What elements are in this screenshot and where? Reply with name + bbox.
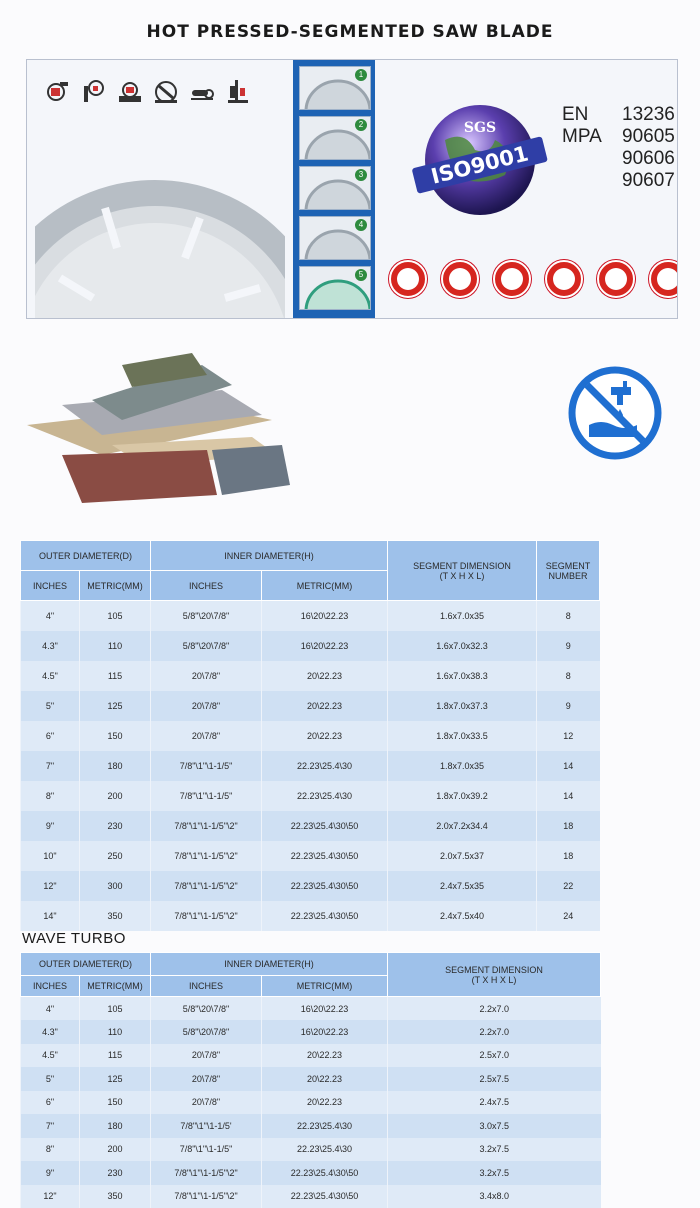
- blade-variant-1: [299, 66, 371, 110]
- table-cell: 1.8x7.0x33.5: [388, 721, 537, 751]
- table-cell: 20\22.23: [262, 721, 388, 751]
- spec-table-wave-turbo: [20, 952, 601, 1208]
- globe-band-text: ISO9001: [429, 141, 531, 188]
- gloves-icon: [597, 260, 635, 298]
- wall-chaser-icon: [45, 78, 71, 104]
- table-cell: 20\22.23: [262, 1091, 388, 1115]
- table-cell: 2.5x7.0: [388, 1044, 601, 1068]
- table-cell: 7": [21, 751, 80, 781]
- table-cell: 125: [80, 1067, 151, 1091]
- header-line: SEGMENT: [537, 561, 599, 571]
- table-cell: 125: [80, 691, 151, 721]
- table-row: [21, 1138, 601, 1162]
- mpa-value: 90607: [622, 170, 675, 192]
- product-panel: [26, 59, 678, 319]
- variant-number: 1: [355, 69, 367, 81]
- table-cell: 110: [80, 1020, 151, 1044]
- table-cell: 8": [21, 1138, 80, 1162]
- header-inner-diameter: INNER DIAMETER(H): [151, 541, 388, 571]
- table-row: [21, 631, 600, 661]
- table-cell: 230: [80, 1161, 151, 1185]
- core-drill-icon: [225, 78, 251, 104]
- table-cell: 20\7/8": [151, 1067, 262, 1091]
- header-segment-dimension: [388, 541, 537, 601]
- table-cell: 7/8"\1"\1-1/5"\2": [151, 871, 262, 901]
- variant-number: 2: [355, 119, 367, 131]
- table-cell: 2.5x7.5: [388, 1067, 601, 1091]
- table-cell: 5/8"\20\7/8": [151, 601, 262, 631]
- table-cell: 250: [80, 841, 151, 871]
- table-cell: 22.23\25.4\30\50: [262, 841, 388, 871]
- table-cell: 16\20\22.23: [262, 1020, 388, 1044]
- table-cell: 22.23\25.4\30: [262, 751, 388, 781]
- table-cell: 20\7/8": [151, 1044, 262, 1068]
- table-cell: 1.8x7.0x37.3: [388, 691, 537, 721]
- table-cell: 3.2x7.5: [388, 1161, 601, 1185]
- table-cell: 22.23\25.4\30\50: [262, 1161, 388, 1185]
- table-cell: 20\22.23: [262, 661, 388, 691]
- table-row: [21, 901, 600, 931]
- sgs-iso-globe-icon: [405, 100, 555, 220]
- table-row: [21, 691, 600, 721]
- table-cell: 180: [80, 751, 151, 781]
- saw-blade-image: [35, 178, 285, 319]
- stone-slabs-image: [22, 345, 322, 505]
- table-row: [21, 781, 600, 811]
- table-row: [21, 1020, 601, 1044]
- header-inner-inches: INCHES: [151, 976, 262, 997]
- dust-mask-icon: [649, 260, 678, 298]
- table-cell: 20\22.23: [262, 691, 388, 721]
- en-value: 13236: [622, 104, 675, 126]
- table-cell: 12: [537, 721, 600, 751]
- table-cell: 16\20\22.23: [262, 601, 388, 631]
- table-cell: 5/8"\20\7/8": [151, 631, 262, 661]
- table-cell: 12": [21, 1185, 80, 1208]
- table-cell: 7/8"\1"\1-1/5"\2": [151, 841, 262, 871]
- table-cell: 150: [80, 1091, 151, 1115]
- table-cell: 16\20\22.23: [262, 631, 388, 661]
- table-cell: 16\20\22.23: [262, 997, 388, 1021]
- table-row: [21, 1185, 601, 1208]
- table-cell: 9": [21, 811, 80, 841]
- blade-variant-5: [299, 266, 371, 310]
- globe-top-text: SGS: [464, 120, 496, 136]
- table-cell: 2.2x7.0: [388, 1020, 601, 1044]
- table-cell: 110: [80, 631, 151, 661]
- mpa-value: 90606: [622, 148, 675, 170]
- table-cell: 5": [21, 1067, 80, 1091]
- table-cell: 2.0x7.5x37: [388, 841, 537, 871]
- table-cell: 3.0x7.5: [388, 1114, 601, 1138]
- table-cell: 3.2x7.5: [388, 1138, 601, 1162]
- table-cell: 230: [80, 811, 151, 841]
- en-label: EN: [562, 104, 622, 126]
- table-cell: 180: [80, 1114, 151, 1138]
- no-water-icon: [567, 365, 663, 461]
- blade-variant-4: [299, 216, 371, 260]
- table-cell: 22: [537, 871, 600, 901]
- table-cell: 18: [537, 811, 600, 841]
- header-inches: INCHES: [21, 976, 80, 997]
- table-cell: 4": [21, 601, 80, 631]
- table-row: [21, 751, 600, 781]
- table-cell: 105: [80, 601, 151, 631]
- safety-boots-icon: [545, 260, 583, 298]
- table-cell: 300: [80, 871, 151, 901]
- header-line: (T X H X L): [388, 975, 600, 985]
- table-cell: 200: [80, 1138, 151, 1162]
- table-cell: 18: [537, 841, 600, 871]
- table-cell: 2.4x7.5x40: [388, 901, 537, 931]
- table-cell: 9: [537, 631, 600, 661]
- table-cell: 7/8"\1"\1-1/5": [151, 751, 262, 781]
- table-cell: 1.8x7.0x39.2: [388, 781, 537, 811]
- table-cell: 20\7/8": [151, 1091, 262, 1115]
- eye-protection-icon: [493, 260, 531, 298]
- variant-number: 3: [355, 169, 367, 181]
- table-row: [21, 721, 600, 751]
- table-row: [21, 1114, 601, 1138]
- page-title: HOT PRESSED-SEGMENTED SAW BLADE: [0, 22, 700, 42]
- tool-icons: [45, 78, 251, 104]
- mpa-value: 90605: [622, 126, 675, 148]
- ear-protection-icon: [441, 260, 479, 298]
- table-row: [21, 661, 600, 691]
- table-cell: 14: [537, 781, 600, 811]
- table-cell: 9": [21, 1161, 80, 1185]
- angle-grinder-icon: [189, 78, 215, 104]
- table-cell: 8": [21, 781, 80, 811]
- table-cell: 115: [80, 1044, 151, 1068]
- header-outer-diameter: OUTER DIAMETER(D): [21, 953, 151, 976]
- spec-table-segmented: [20, 540, 600, 931]
- table-row: [21, 871, 600, 901]
- circular-saw-icon: [153, 78, 179, 104]
- table-row: [21, 841, 600, 871]
- table-cell: 20\22.23: [262, 1067, 388, 1091]
- table-cell: 22.23\25.4\30: [262, 1138, 388, 1162]
- table-cell: 2.4x7.5: [388, 1091, 601, 1115]
- table-cell: 22.23\25.4\30: [262, 1114, 388, 1138]
- header-metric: METRIC(MM): [80, 571, 151, 601]
- header-outer-diameter: OUTER DIAMETER(D): [21, 541, 151, 571]
- table-cell: 6": [21, 721, 80, 751]
- table-cell: 22.23\25.4\30\50: [262, 811, 388, 841]
- table-cell: 7/8"\1"\1-1/5"\2": [151, 811, 262, 841]
- variant-number: 4: [355, 219, 367, 231]
- header-inner-metric: METRIC(MM): [262, 571, 388, 601]
- table-saw-icon: [117, 78, 143, 104]
- blade-variant-3: [299, 166, 371, 210]
- table-cell: 350: [80, 901, 151, 931]
- header-line: (T X H X L): [388, 571, 536, 581]
- table-cell: 5": [21, 691, 80, 721]
- table-cell: 7/8"\1"\1-1/5": [151, 781, 262, 811]
- table-cell: 1.6x7.0x32.3: [388, 631, 537, 661]
- table-cell: 200: [80, 781, 151, 811]
- table-row: [21, 997, 601, 1021]
- header-line: SEGMENT DIMENSION: [388, 561, 536, 571]
- read-manual-icon: [389, 260, 427, 298]
- table-cell: 7/8"\1"\1-1/5"\2": [151, 901, 262, 931]
- header-line: SEGMENT DIMENSION: [388, 965, 600, 975]
- table-cell: 20\22.23: [262, 1044, 388, 1068]
- table-cell: 22.23\25.4\30\50: [262, 1185, 388, 1208]
- header-segment-number: [537, 541, 600, 601]
- table-cell: 10": [21, 841, 80, 871]
- header-metric: METRIC(MM): [80, 976, 151, 997]
- table-cell: 7": [21, 1114, 80, 1138]
- table-cell: 12": [21, 871, 80, 901]
- table-row: [21, 811, 600, 841]
- table-cell: 22.23\25.4\30: [262, 781, 388, 811]
- blade-variant-2: [299, 116, 371, 160]
- hand-saw-icon: [81, 78, 107, 104]
- table-cell: 22.23\25.4\30\50: [262, 871, 388, 901]
- variant-number: 5: [355, 269, 367, 281]
- table-cell: 1.8x7.0x35: [388, 751, 537, 781]
- table-cell: 3.4x8.0: [388, 1185, 601, 1208]
- table-cell: 24: [537, 901, 600, 931]
- table-cell: 7/8"\1"\1-1/5"\2": [151, 1161, 262, 1185]
- table-cell: 20\7/8": [151, 661, 262, 691]
- table-cell: 9: [537, 691, 600, 721]
- table-cell: 2.4x7.5x35: [388, 871, 537, 901]
- table-cell: 2.0x7.2x34.4: [388, 811, 537, 841]
- table-cell: 14: [537, 751, 600, 781]
- standards-list: [562, 104, 675, 192]
- section-title-wave-turbo: WAVE TURBO: [22, 930, 126, 947]
- table-cell: 2.2x7.0: [388, 997, 601, 1021]
- table-cell: 115: [80, 661, 151, 691]
- table-row: [21, 1091, 601, 1115]
- table-cell: 5/8"\20\7/8": [151, 1020, 262, 1044]
- table-cell: 105: [80, 997, 151, 1021]
- mpa-label: MPA: [562, 126, 622, 148]
- table-cell: 8: [537, 601, 600, 631]
- table-cell: 5/8"\20\7/8": [151, 997, 262, 1021]
- table-cell: 4.3": [21, 631, 80, 661]
- table-cell: 4.5": [21, 1044, 80, 1068]
- table-body: [21, 997, 601, 1208]
- table-cell: 20\7/8": [151, 691, 262, 721]
- header-inner-inches: INCHES: [151, 571, 262, 601]
- table-cell: 6": [21, 1091, 80, 1115]
- table-cell: 8: [537, 661, 600, 691]
- table-cell: 4.3": [21, 1020, 80, 1044]
- table-cell: 22.23\25.4\30\50: [262, 901, 388, 931]
- table-row: [21, 1067, 601, 1091]
- table-row: [21, 1161, 601, 1185]
- table-cell: 7/8"\1"\1-1/5": [151, 1138, 262, 1162]
- table-cell: 350: [80, 1185, 151, 1208]
- table-row: [21, 601, 600, 631]
- table-body: [21, 601, 600, 931]
- table-cell: 14": [21, 901, 80, 931]
- table-cell: 1.6x7.0x38.3: [388, 661, 537, 691]
- safety-icons: [389, 260, 678, 298]
- table-cell: 20\7/8": [151, 721, 262, 751]
- header-inner-diameter: INNER DIAMETER(H): [151, 953, 388, 976]
- header-inner-metric: METRIC(MM): [262, 976, 388, 997]
- table-cell: 4": [21, 997, 80, 1021]
- table-cell: 1.6x7.0x35: [388, 601, 537, 631]
- table-row: [21, 1044, 601, 1068]
- table-cell: 4.5": [21, 661, 80, 691]
- header-inches: INCHES: [21, 571, 80, 601]
- header-segment-dimension: [388, 953, 601, 997]
- table-cell: 7/8"\1"\1-1/5"\2": [151, 1185, 262, 1208]
- table-cell: 7/8"\1"\1-1/5': [151, 1114, 262, 1138]
- table-cell: 150: [80, 721, 151, 751]
- header-line: NUMBER: [537, 571, 599, 581]
